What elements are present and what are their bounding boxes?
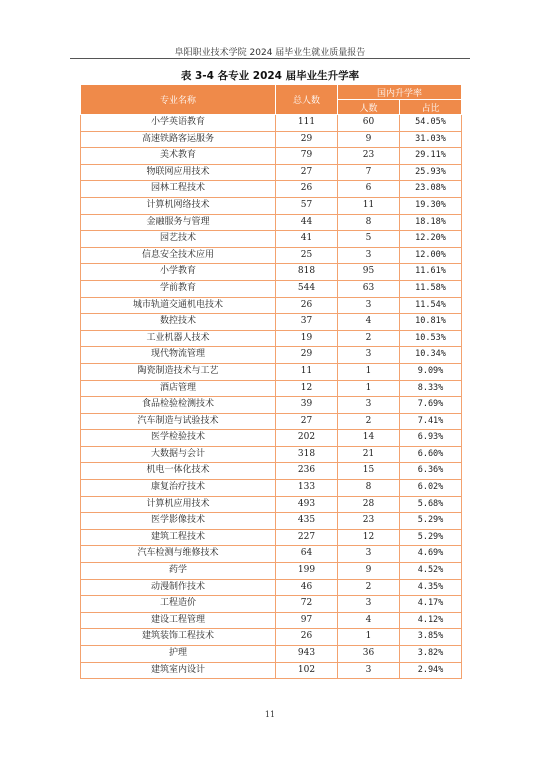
- col-header-major: 专业名称: [81, 85, 276, 115]
- cell-ratio: 11.58%: [400, 280, 462, 297]
- cell-major: 建设工程管理: [81, 612, 276, 629]
- cell-major: 酒店管理: [81, 380, 276, 397]
- cell-count: 14: [338, 430, 400, 447]
- cell-total: 37: [276, 314, 338, 331]
- table-row: [81, 413, 462, 430]
- cell-ratio: 11.61%: [400, 264, 462, 281]
- table-row: [81, 314, 462, 331]
- cell-ratio: 6.36%: [400, 463, 462, 480]
- table-row: [81, 164, 462, 181]
- table-row: [81, 646, 462, 663]
- cell-ratio: 12.00%: [400, 247, 462, 264]
- table-row: [81, 363, 462, 380]
- cell-total: 97: [276, 612, 338, 629]
- cell-total: 27: [276, 164, 338, 181]
- cell-total: 26: [276, 297, 338, 314]
- table-row: [81, 197, 462, 214]
- cell-count: 3: [338, 397, 400, 414]
- cell-total: 111: [276, 115, 338, 132]
- cell-total: 26: [276, 181, 338, 198]
- cell-total: 57: [276, 197, 338, 214]
- cell-ratio: 8.33%: [400, 380, 462, 397]
- cell-ratio: 6.02%: [400, 480, 462, 497]
- cell-major: 计算机网络技术: [81, 197, 276, 214]
- table-row: [81, 596, 462, 613]
- table-row: [81, 529, 462, 546]
- table-row: [81, 629, 462, 646]
- cell-count: 3: [338, 662, 400, 679]
- cell-count: 2: [338, 413, 400, 430]
- cell-major: 学前教育: [81, 280, 276, 297]
- table-row: [81, 430, 462, 447]
- cell-ratio: 23.08%: [400, 181, 462, 198]
- cell-ratio: 6.60%: [400, 446, 462, 463]
- cell-count: 3: [338, 297, 400, 314]
- table-row: [81, 330, 462, 347]
- cell-count: 23: [338, 148, 400, 165]
- cell-ratio: 10.53%: [400, 330, 462, 347]
- cell-ratio: 18.18%: [400, 214, 462, 231]
- cell-total: 25: [276, 247, 338, 264]
- cell-count: 5: [338, 231, 400, 248]
- cell-major: 计算机应用技术: [81, 496, 276, 513]
- cell-count: 4: [338, 612, 400, 629]
- cell-major: 建筑室内设计: [81, 662, 276, 679]
- cell-major: 护理: [81, 646, 276, 663]
- cell-major: 美术教育: [81, 148, 276, 165]
- table-row: [81, 115, 462, 132]
- col-header-count: 人数: [338, 100, 400, 115]
- cell-ratio: 29.11%: [400, 148, 462, 165]
- col-header-total: 总人数: [276, 85, 338, 115]
- table-row: [81, 347, 462, 364]
- cell-total: 102: [276, 662, 338, 679]
- cell-ratio: 19.30%: [400, 197, 462, 214]
- cell-total: 72: [276, 596, 338, 613]
- table-row: [81, 612, 462, 629]
- cell-count: 1: [338, 380, 400, 397]
- col-header-domestic-rate: 国内升学率: [338, 85, 462, 100]
- cell-major: 陶瓷制造技术与工艺: [81, 363, 276, 380]
- cell-total: 544: [276, 280, 338, 297]
- cell-ratio: 6.93%: [400, 430, 462, 447]
- table-row: [81, 264, 462, 281]
- cell-ratio: 31.03%: [400, 131, 462, 148]
- cell-ratio: 4.69%: [400, 546, 462, 563]
- cell-total: 41: [276, 231, 338, 248]
- cell-count: 4: [338, 314, 400, 331]
- cell-major: 动漫制作技术: [81, 579, 276, 596]
- cell-count: 95: [338, 264, 400, 281]
- cell-count: 3: [338, 596, 400, 613]
- cell-count: 28: [338, 496, 400, 513]
- cell-major: 园艺技术: [81, 231, 276, 248]
- cell-major: 食品检验检测技术: [81, 397, 276, 414]
- cell-major: 机电一体化技术: [81, 463, 276, 480]
- cell-count: 36: [338, 646, 400, 663]
- cell-total: 202: [276, 430, 338, 447]
- cell-count: 21: [338, 446, 400, 463]
- table-row: [81, 563, 462, 580]
- cell-major: 数控技术: [81, 314, 276, 331]
- table-row: [81, 546, 462, 563]
- cell-count: 8: [338, 480, 400, 497]
- cell-major: 物联网应用技术: [81, 164, 276, 181]
- cell-major: 信息安全技术应用: [81, 247, 276, 264]
- cell-total: 236: [276, 463, 338, 480]
- cell-count: 2: [338, 579, 400, 596]
- cell-count: 3: [338, 546, 400, 563]
- table-row: [81, 214, 462, 231]
- cell-total: 46: [276, 579, 338, 596]
- cell-major: 建筑装饰工程技术: [81, 629, 276, 646]
- cell-ratio: 7.69%: [400, 397, 462, 414]
- cell-total: 44: [276, 214, 338, 231]
- cell-ratio: 25.93%: [400, 164, 462, 181]
- table-row: [81, 247, 462, 264]
- cell-count: 9: [338, 131, 400, 148]
- table-row: [81, 480, 462, 497]
- table-row: [81, 380, 462, 397]
- cell-major: 园林工程技术: [81, 181, 276, 198]
- cell-ratio: 5.68%: [400, 496, 462, 513]
- cell-count: 60: [338, 115, 400, 132]
- cell-total: 64: [276, 546, 338, 563]
- cell-total: 943: [276, 646, 338, 663]
- cell-count: 63: [338, 280, 400, 297]
- cell-count: 3: [338, 247, 400, 264]
- cell-major: 现代物流管理: [81, 347, 276, 364]
- cell-major: 汽车检测与维修技术: [81, 546, 276, 563]
- cell-major: 医学影像技术: [81, 513, 276, 530]
- cell-total: 79: [276, 148, 338, 165]
- cell-major: 工程造价: [81, 596, 276, 613]
- table-row: [81, 446, 462, 463]
- table-row: [81, 280, 462, 297]
- cell-count: 6: [338, 181, 400, 198]
- cell-major: 建筑工程技术: [81, 529, 276, 546]
- cell-ratio: 3.82%: [400, 646, 462, 663]
- cell-count: 12: [338, 529, 400, 546]
- cell-major: 小学教育: [81, 264, 276, 281]
- page-number: 11: [264, 710, 276, 719]
- col-header-ratio: 占比: [400, 100, 462, 115]
- cell-total: 27: [276, 413, 338, 430]
- table-row: [81, 181, 462, 198]
- upgrade-rate-table: [80, 84, 462, 679]
- cell-ratio: 4.17%: [400, 596, 462, 613]
- table-row: [81, 148, 462, 165]
- table-caption: 表 3-4 各专业 2024 届毕业生升学率: [180, 70, 360, 82]
- cell-major: 城市轨道交通机电技术: [81, 297, 276, 314]
- cell-count: 3: [338, 347, 400, 364]
- cell-ratio: 12.20%: [400, 231, 462, 248]
- cell-ratio: 4.12%: [400, 612, 462, 629]
- cell-total: 133: [276, 480, 338, 497]
- cell-ratio: 9.09%: [400, 363, 462, 380]
- cell-count: 1: [338, 363, 400, 380]
- cell-ratio: 4.35%: [400, 579, 462, 596]
- cell-major: 医学检验技术: [81, 430, 276, 447]
- cell-ratio: 10.81%: [400, 314, 462, 331]
- header-divider: [70, 58, 470, 59]
- cell-count: 9: [338, 563, 400, 580]
- cell-ratio: 3.85%: [400, 629, 462, 646]
- table-row: [81, 496, 462, 513]
- table-body: [81, 115, 462, 679]
- table-row: [81, 463, 462, 480]
- cell-ratio: 11.54%: [400, 297, 462, 314]
- cell-ratio: 7.41%: [400, 413, 462, 430]
- cell-total: 39: [276, 397, 338, 414]
- cell-major: 高速铁路客运服务: [81, 131, 276, 148]
- cell-total: 199: [276, 563, 338, 580]
- table-row: [81, 513, 462, 530]
- table-row: [81, 131, 462, 148]
- cell-ratio: 5.29%: [400, 529, 462, 546]
- cell-total: 29: [276, 347, 338, 364]
- cell-ratio: 2.94%: [400, 662, 462, 679]
- cell-major: 工业机器人技术: [81, 330, 276, 347]
- cell-major: 汽车制造与试验技术: [81, 413, 276, 430]
- cell-total: 11: [276, 363, 338, 380]
- cell-total: 29: [276, 131, 338, 148]
- table-row: [81, 297, 462, 314]
- cell-major: 小学英语教育: [81, 115, 276, 132]
- cell-major: 大数据与会计: [81, 446, 276, 463]
- cell-total: 318: [276, 446, 338, 463]
- cell-total: 435: [276, 513, 338, 530]
- cell-count: 8: [338, 214, 400, 231]
- cell-ratio: 10.34%: [400, 347, 462, 364]
- cell-count: 15: [338, 463, 400, 480]
- cell-total: 12: [276, 380, 338, 397]
- cell-ratio: 5.29%: [400, 513, 462, 530]
- cell-total: 227: [276, 529, 338, 546]
- cell-count: 1: [338, 629, 400, 646]
- table-row: [81, 662, 462, 679]
- cell-count: 11: [338, 197, 400, 214]
- table-row: [81, 231, 462, 248]
- cell-total: 19: [276, 330, 338, 347]
- cell-total: 26: [276, 629, 338, 646]
- cell-ratio: 54.05%: [400, 115, 462, 132]
- cell-major: 金融服务与管理: [81, 214, 276, 231]
- cell-count: 2: [338, 330, 400, 347]
- cell-major: 药学: [81, 563, 276, 580]
- cell-count: 23: [338, 513, 400, 530]
- cell-major: 康复治疗技术: [81, 480, 276, 497]
- cell-total: 493: [276, 496, 338, 513]
- cell-count: 7: [338, 164, 400, 181]
- table-row: [81, 579, 462, 596]
- report-header: 阜阳职业技术学院 2024 届毕业生就业质量报告: [174, 48, 366, 58]
- table-row: [81, 397, 462, 414]
- cell-total: 818: [276, 264, 338, 281]
- cell-ratio: 4.52%: [400, 563, 462, 580]
